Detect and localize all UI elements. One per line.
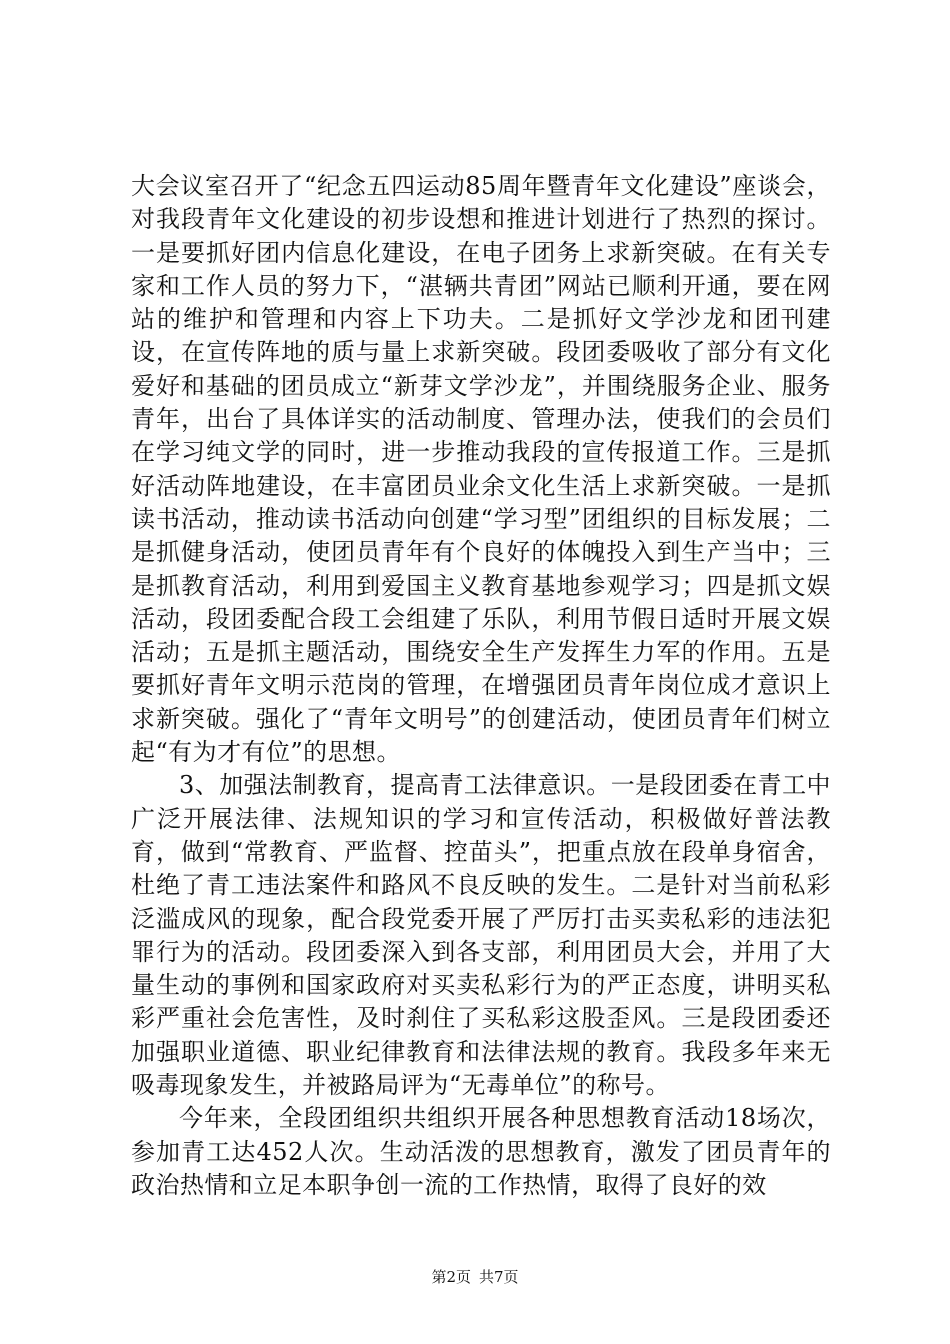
- page-footer: [0, 1267, 950, 1287]
- page-total: 共7页: [479, 1268, 519, 1286]
- document-body: [131, 170, 831, 1202]
- page-number: 第2页: [431, 1268, 471, 1286]
- paragraph-2: 3、加强法制教育，提高青工法律意识。一是段团委在青工中广泛开展法律、法规知识的学习和宣传活动，积极做好普法教育，做到“常教育、严监督、控苗头”，把重点放在段单身宿舍，杜绝了青工违法案件和路风不良反映的发生。二是针对当前私彩泛滥成风的现象，配合段党委开展了严厉打击买卖私彩的违法犯罪行为的活动。段团委深入到各支部，利用团员大会，并用了大量生动的事例和国家政府对买卖私彩行为的严正态度，讲明买私彩严重社会危害性，及时刹住了买私彩这股歪风。三是段团委还加强职业道德、职业纪律教育和法律法规的教育。我段多年来无吸毒现象发生，并被路局评为“无毒单位”的称号。: [131, 771, 831, 1100]
- paragraph-3: 今年来，全段团组织共组织开展各种思想教育活动18场次，参加青工达452人次。生动活泼的思想教育，激发了团员青年的政治热情和立足本职争创一流的工作热情，取得了良好的效: [131, 1104, 831, 1199]
- paragraph-1: 大会议室召开了“纪念五四运动85周年暨青年文化建设”座谈会，对我段青年文化建设的初步设想和推进计划进行了热烈的探讨。一是要抓好团内信息化建设，在电子团务上求新突破。在有关专家和工作人员的努力下，“湛辆共青团”网站已顺利开通，要在网站的维护和管理和内容上下功夫。二是抓好文学沙龙和团刊建设，在宣传阵地的质与量上求新突破。段团委吸收了部分有文化爱好和基础的团员成立“新芽文学沙龙”，并围绕服务企业、服务青年，出台了具体详实的活动制度、管理办法，使我们的会员们在学习纯文学的同时，进一步推动我段的宣传报道工作。三是抓好活动阵地建设，在丰富团员业余文化生活上求新突破。一是抓读书活动，推动读书活动向创建“学习型”团组织的目标发展；二是抓健身活动，使团员青年有个良好的体魄投入到生产当中；三是抓教育活动，利用到爱国主义教育基地参观学习；四是抓文娱活动，段团委配合段工会组建了乐队，利用节假日适时开展文娱活动；五是抓主题活动，围绕安全生产发挥生力军的作用。五是要抓好青年文明示范岗的管理，在增强团员青年岗位成才意识上求新突破。强化了“青年文明号”的创建活动，使团员青年们树立起“有为才有位”的思想。: [131, 172, 831, 767]
